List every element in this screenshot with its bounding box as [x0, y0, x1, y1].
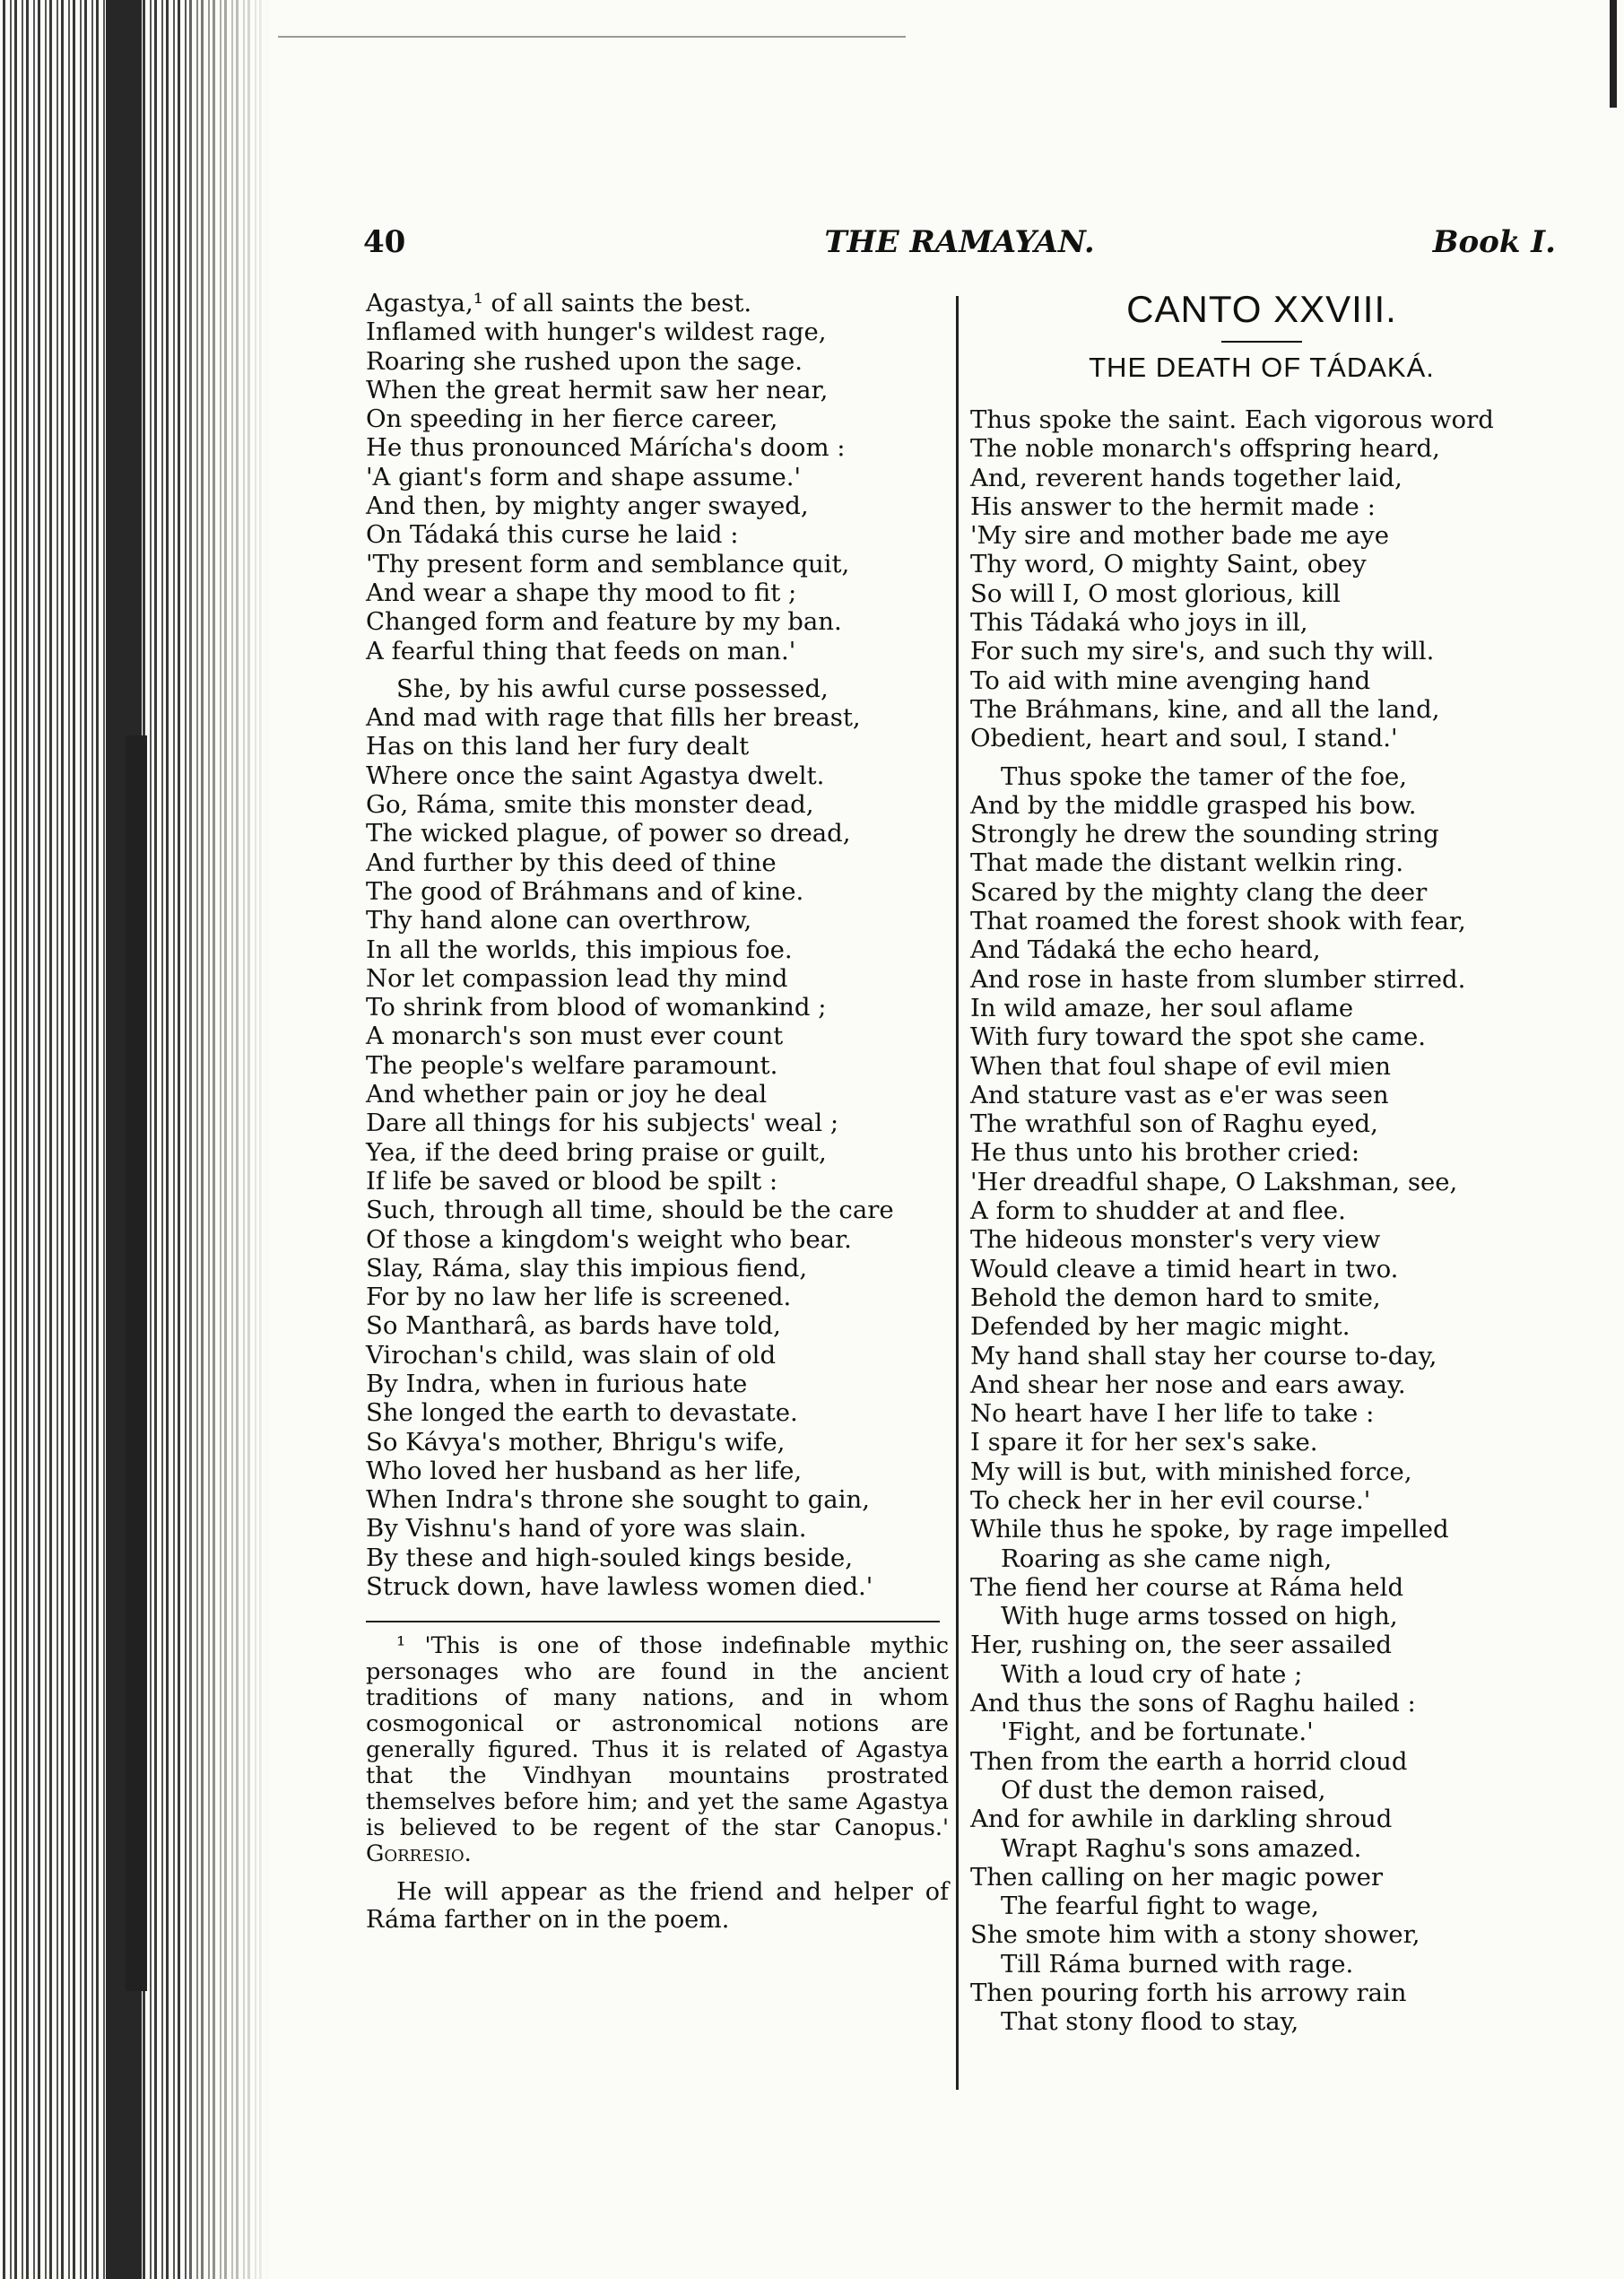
verse-line: Thy hand alone can overthrow, — [366, 906, 752, 935]
verse-line: Then pouring forth his arrowy rain — [970, 1979, 1407, 2008]
verse-line: Roaring as she came nigh, — [1001, 1544, 1333, 1573]
verse-line: The noble monarch's offspring heard, — [970, 434, 1440, 464]
verse-line: 'Fight, and be fortunate.' — [1001, 1718, 1314, 1747]
verse-line: For such my sire's, and such thy will. — [970, 637, 1435, 666]
verse-line: Agastya,¹ of all saints the best. — [366, 289, 752, 317]
verse-line: Then calling on her magic power — [970, 1862, 1384, 1892]
verse-line: And, reverent hands together laid, — [970, 463, 1403, 492]
verse-line: To check her in her evil course.' — [970, 1485, 1371, 1515]
top-scan-rule — [278, 36, 906, 38]
verse-line: So Mantharâ, as bards have told, — [366, 1311, 781, 1341]
verse-line: Such, through all time, should be the care — [366, 1196, 894, 1225]
verse-line: Obedient, heart and soul, I stand.' — [970, 724, 1398, 753]
canto-title: CANTO XXVIII. — [1126, 288, 1397, 330]
verse-line: So will I, O most glorious, kill — [970, 578, 1341, 608]
verse-line: The Bráhmans, kine, and all the land, — [970, 694, 1440, 724]
verse-line: 'A giant's form and shape assume.' — [366, 462, 802, 491]
book-binding-edge — [0, 0, 269, 2279]
verse-line: Of those a kingdom's weight who bear. — [366, 1224, 852, 1254]
verse-line: And thus the sons of Raghu hailed : — [970, 1689, 1416, 1718]
verse-line: For by no law her life is screened. — [366, 1283, 792, 1312]
verse-line: Till Ráma burned with rage. — [1001, 1949, 1354, 1979]
verse-line: 'Her dreadful shape, O Lakshman, see, — [970, 1167, 1458, 1196]
verse-line: When Indra's throne she sought to gain, — [366, 1485, 870, 1515]
verse-line: She smote him with a stony shower, — [970, 1920, 1420, 1950]
footnote — [366, 1633, 949, 1934]
verse-line: In wild amaze, her soul aflame — [970, 993, 1354, 1022]
book-label: Book I. — [1432, 224, 1556, 260]
verse-line: 'Thy present form and semblance quit, — [366, 549, 850, 578]
footnote-rule — [366, 1621, 940, 1622]
binding-fade — [188, 0, 269, 2279]
verse-line: By Indra, when in furious hate — [366, 1369, 748, 1398]
verse-line: That made the distant welkin ring. — [970, 848, 1404, 878]
verse-line: To shrink from blood of womankind ; — [366, 993, 827, 1022]
verse-line: So Kávya's mother, Bhrigu's wife, — [366, 1427, 786, 1457]
verse-line: Scared by the mighty clang the deer — [970, 877, 1428, 907]
verse-line: Virochan's child, was slain of old — [366, 1340, 777, 1370]
verse-line: And mad with rage that fills her breast, — [366, 703, 861, 733]
verse-line: While thus he spoke, by rage impelled — [970, 1515, 1449, 1544]
verse-line: Would cleave a timid heart in two. — [970, 1254, 1399, 1283]
verse-line: The hideous monster's very view — [970, 1225, 1381, 1255]
verse-line: The wicked plague, of power so dread, — [366, 819, 851, 848]
verse-line: Thus spoke the tamer of the foe, — [1001, 761, 1408, 791]
left-stanza-1 — [366, 289, 949, 665]
verse-line: And stature vast as e'er was seen — [970, 1080, 1389, 1109]
left-stanza-2 — [366, 674, 949, 1602]
binding-dark-band-lower — [126, 735, 147, 1991]
right-scan-edge — [1588, 0, 1624, 2279]
canto-rule — [1221, 341, 1302, 343]
verse-line: She longed the earth to devastate. — [366, 1398, 798, 1428]
verse-line: Has on this land her fury dealt — [366, 732, 750, 761]
verse-line: With huge arms tossed on high, — [1001, 1602, 1398, 1631]
verse-line: And Tádaká the echo heard, — [970, 935, 1321, 965]
verse-line: His answer to the hermit made : — [970, 491, 1376, 521]
verse-line: Yea, if the deed bring praise or guilt, — [366, 1137, 827, 1167]
verse-line: On speeding in her fierce career, — [366, 404, 778, 434]
verse-line: With fury toward the spot she came. — [970, 1022, 1426, 1052]
running-header — [363, 224, 1556, 260]
verse-line: Defended by her magic might. — [970, 1312, 1350, 1342]
verse-line: Roaring she rushed upon the sage. — [366, 346, 803, 376]
verse-line: Inflamed with hunger's wildest rage, — [366, 317, 827, 347]
footnote-note2: He will appear as the friend and helper of Ráma farther on in the poem. — [366, 1878, 949, 1935]
canto-subtitle: THE DEATH OF TÁDAKÁ. — [1089, 352, 1435, 383]
verse-line: Wrapt Raghu's sons amazed. — [1001, 1833, 1362, 1863]
footnote-text: ¹ 'This is one of those indefinable mythic personages who are found in the ancient traditions of many nations, and in whom cosmogonical or astronomical notions are generally figured. Thus it is related of Agastya that the Vindhyan mountains prostrated themselves before him; and yet the same Agastya is believed to be regent of the star Canopus.' — [366, 1632, 949, 1842]
verse-line: And shear her nose and ears away. — [970, 1370, 1406, 1399]
right-edge-mark — [1610, 0, 1617, 108]
verse-line: When the great hermit saw her near, — [366, 375, 829, 404]
verse-line: My hand shall stay her course to-day, — [970, 1341, 1437, 1370]
verse-line: And for awhile in darkling shroud — [970, 1805, 1393, 1834]
verse-line: The good of Bráhmans and of kine. — [366, 876, 804, 906]
verse-line: She, by his awful curse possessed, — [396, 674, 829, 703]
page-number: 40 — [363, 224, 406, 260]
verse-line: And rose in haste from slumber stirred. — [970, 964, 1466, 994]
verse-line: Changed form and feature by my ban. — [366, 607, 842, 637]
verse-line: Nor let compassion lead thy mind — [366, 963, 788, 993]
verse-line: Her, rushing on, the seer assailed — [970, 1631, 1392, 1660]
verse-line: Who loved her husband as her life, — [366, 1456, 803, 1485]
verse-line: A fearful thing that feeds on man.' — [366, 636, 796, 665]
verse-line: And by the middle grasped his bow. — [970, 790, 1417, 820]
verse-line: Go, Ráma, smite this monster dead, — [366, 790, 814, 820]
verse-line: On Tádaká this curse he laid : — [366, 520, 739, 550]
verse-line: I spare it for her sex's sake. — [970, 1428, 1318, 1457]
verse-line: Where once the saint Agastya dwelt. — [366, 761, 825, 790]
running-title: THE RAMAYAN. — [824, 224, 1095, 260]
verse-line: When that foul shape of evil mien — [970, 1051, 1391, 1081]
verse-line: Thy word, O mighty Saint, obey — [970, 550, 1367, 579]
verse-line: That roamed the forest shook with fear, — [970, 907, 1466, 936]
verse-line: This Tádaká who joys in ill, — [970, 608, 1308, 638]
verse-line: A form to shudder at and flee. — [970, 1196, 1346, 1226]
verse-line: And then, by mighty anger swayed, — [366, 491, 809, 521]
verse-line: If life be saved or blood be spilt : — [366, 1166, 778, 1196]
verse-line: And wear a shape thy mood to fit ; — [366, 578, 797, 607]
right-stanza-3 — [970, 1544, 1553, 2037]
verse-line: By Vishnu's hand of yore was slain. — [366, 1514, 807, 1544]
verse-line: The people's welfare paramount. — [366, 1050, 778, 1080]
left-column — [366, 289, 949, 1934]
verse-line: Then from the earth a horrid cloud — [970, 1746, 1408, 1776]
verse-line: The fiend her course at Ráma held — [970, 1572, 1404, 1602]
verse-line: Dare all things for his subjects' weal ; — [366, 1109, 839, 1138]
verse-line: Strongly he drew the sounding string — [970, 820, 1439, 849]
verse-line: The fearful fight to wage, — [1001, 1892, 1319, 1921]
verse-line: And whether pain or joy he deal — [366, 1080, 768, 1109]
right-column — [970, 289, 1553, 2037]
verse-line: Behold the demon hard to smite, — [970, 1283, 1381, 1312]
verse-line: He thus pronounced Márícha's doom : — [366, 433, 846, 463]
top-scan-marks — [278, 36, 1578, 63]
right-stanza-1 — [970, 405, 1553, 753]
verse-line: Struck down, have lawless women died.' — [366, 1572, 873, 1602]
verse-line: The wrathful son of Raghu eyed, — [970, 1109, 1378, 1139]
right-stanza-2 — [970, 762, 1553, 1544]
verse-line: No heart have I her life to take : — [970, 1399, 1375, 1429]
verse-line: My will is but, with minished force, — [970, 1457, 1412, 1486]
footnote-paragraph — [366, 1633, 949, 1867]
verse-line: To aid with mine avenging hand — [970, 665, 1371, 695]
verse-line: Of dust the demon raised, — [1001, 1775, 1326, 1805]
verse-line: With a loud cry of hate ; — [1001, 1659, 1303, 1689]
verse-line: 'My sire and mother bade me aye — [970, 521, 1389, 551]
verse-line: He thus unto his brother cried: — [970, 1138, 1360, 1168]
verse-line: Slay, Ráma, slay this impious fiend, — [366, 1253, 808, 1283]
verse-line: By these and high-souled kings beside, — [366, 1543, 854, 1572]
verse-line: In all the worlds, this impious foe. — [366, 935, 793, 964]
verse-line: Thus spoke the saint. Each vigorous word — [970, 405, 1494, 434]
column-divider — [956, 296, 959, 2090]
verse-line: And further by this deed of thine — [366, 848, 777, 877]
verse-line: That stony flood to stay, — [1001, 2007, 1299, 2037]
verse-line: A monarch's son must ever count — [366, 1022, 784, 1051]
footnote-attribution: Gorresio. — [366, 1840, 472, 1868]
